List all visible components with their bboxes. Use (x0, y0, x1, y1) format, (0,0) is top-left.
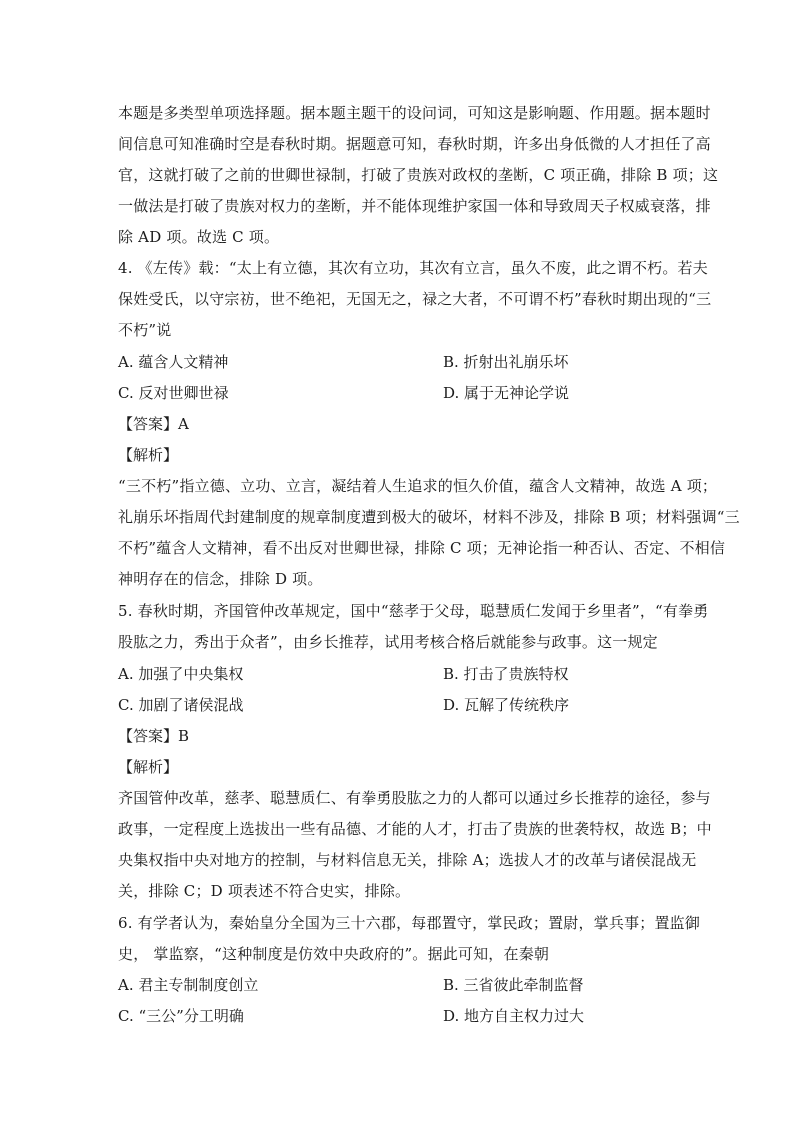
text-line: 官，这就打破了之前的世卿世禄制，打破了贵族对政权的垄断，C 项正确，排除 B 项；这 (118, 166, 719, 184)
text-line: 不朽”蕴含人文精神，看不出反对世卿世禄，排除 C 项；无神论指一种否认、否定、不相信 (118, 539, 726, 557)
text-line: 政事，一定程度上选拔出一些有品德、才能的人才，打击了贵族的世袭特权，故选 B；中 (118, 820, 712, 838)
text-line: 股肱之力，秀出于众者”，由乡长推荐，试用考核合格后就能参与政事。这一规定 (118, 633, 658, 651)
q5-option-c: C. 加剧了诸侯混战 (118, 696, 244, 714)
q4-analysis-label: 【解析】 (118, 446, 179, 464)
q6-option-c: C. “三公”分工明确 (118, 1007, 244, 1025)
q5-option-b: B. 打击了贵族特权 (443, 665, 569, 683)
q6-option-a: A. 君主专制制度创立 (118, 976, 259, 994)
question-4-stem (118, 253, 712, 346)
text-line: 6. 有学者认为，秦始皇分全国为三十六郡，每郡置守，掌民政；置尉，掌兵事；置监御 (118, 914, 701, 932)
q4-option-d: D. 属于无神论学说 (443, 384, 570, 402)
text-line: 史， 掌监察，“这种制度是仿效中央政府的”。据此可知，在秦朝 (118, 945, 550, 963)
text-line: 关，排除 C；D 项表述不符合史实，排除。 (118, 882, 411, 900)
text-line: 神明存在的信念，排除 D 项。 (118, 570, 323, 588)
text-line: 保姓受氏，以守宗祊，世不绝祀，无国无之，禄之大者，不可谓不朽”春秋时期出现的“三 (118, 290, 712, 308)
text-line: 礼崩乐坏指周代封建制度的规章制度遭到极大的破坏，材料不涉及，排除 B 项；材料强调“三 (118, 508, 740, 526)
q4-option-c: C. 反对世卿世禄 (118, 384, 229, 402)
text-line: 央集权指中央对地方的控制，与材料信息无关，排除 A；选拔人才的改革与诸侯混战无 (118, 851, 697, 869)
text-line: 本题是多类型单项选择题。据本题主题干的设问词，可知这是影响题、作用题。据本题时 (118, 104, 711, 122)
q5-option-a: A. 加强了中央集权 (118, 665, 244, 683)
q5-answer: 【答案】B (118, 727, 190, 745)
text-line: 不朽”说 (118, 321, 172, 339)
q4-analysis (118, 471, 740, 595)
q6-option-d: D. 地方自主权力过大 (443, 1007, 585, 1025)
text-line: 间信息可知准确时空是春秋时期。据题意可知，春秋时期，许多出身低微的人才担任了高 (118, 135, 711, 153)
q4-option-a: A. 蕴含人文精神 (118, 353, 229, 371)
text-line: 一做法是打破了贵族对权力的垄断，并不能体现维护家国一体和导致周天子权威衰落，排 (118, 197, 711, 215)
text-line: “三不朽”指立德、立功、立言，凝结着人生追求的恒久价值，蕴含人文精神，故选 A 项； (118, 477, 718, 495)
q6-option-b: B. 三省彼此牵制监督 (443, 976, 584, 994)
text-line: 齐国管仲改革，慈孝、聪慧质仁、有拳勇股肱之力的人都可以通过乡长推荐的途径，参与 (118, 789, 711, 807)
q5-analysis (118, 783, 712, 907)
question-5-stem (118, 596, 709, 658)
text-line: 除 AD 项。故选 C 项。 (118, 228, 280, 246)
q5-analysis-label: 【解析】 (118, 758, 179, 776)
q3-analysis-paragraph (118, 98, 719, 253)
question-6-stem (118, 908, 701, 970)
q4-option-b: B. 折射出礼崩乐坏 (443, 353, 569, 371)
text-line: 5. 春秋时期，齐国管仲改革规定，国中“慈孝于父母，聪慧质仁发闻于乡里者”，“有拳勇 (118, 602, 709, 620)
q4-answer: 【答案】A (118, 415, 189, 433)
text-line: 4. 《左传》载：“太上有立德，其次有立功，其次有立言，虽久不废，此之谓不朽。若夫 (118, 259, 708, 277)
q5-option-d: D. 瓦解了传统秩序 (443, 696, 570, 714)
